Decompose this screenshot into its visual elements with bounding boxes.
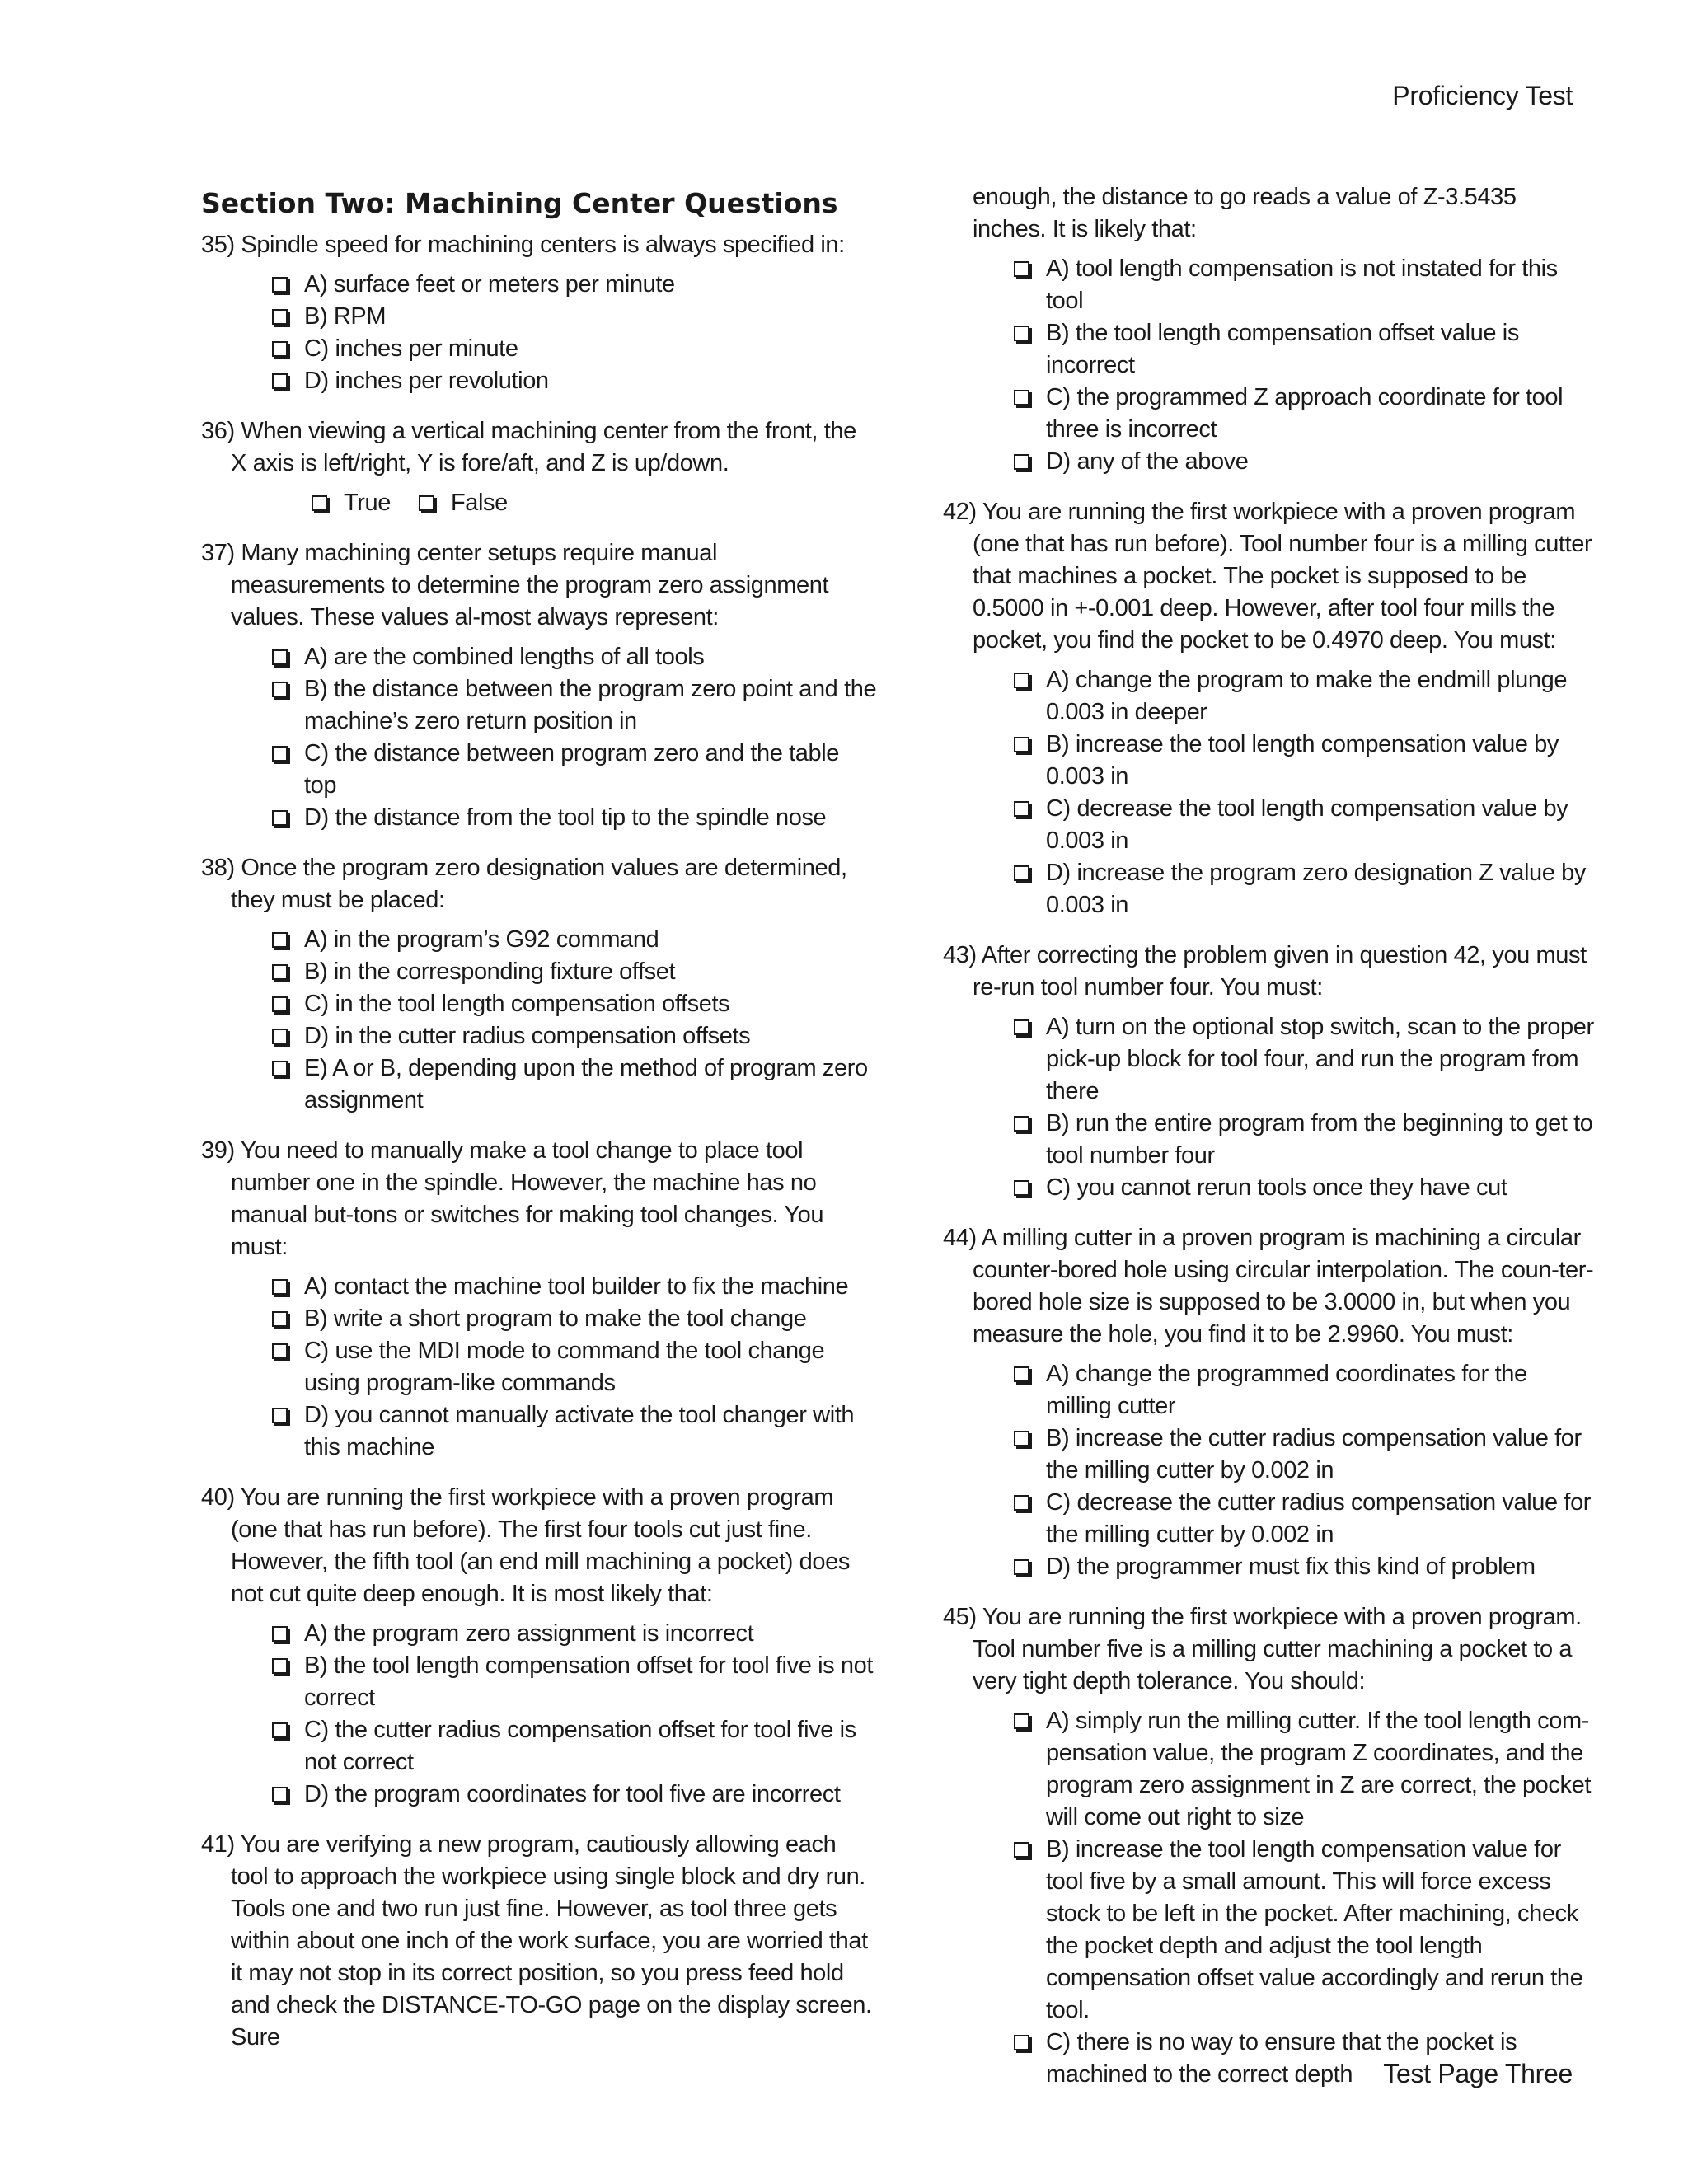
option-label: D) the program coordinates for tool five are incorrect <box>304 1781 841 1807</box>
checkbox-icon[interactable] <box>1014 454 1029 470</box>
question-42 <box>943 496 1594 921</box>
checkbox-icon[interactable] <box>272 996 288 1012</box>
answer-option[interactable] <box>272 1399 877 1464</box>
checkbox-icon[interactable] <box>272 1343 288 1359</box>
answer-option[interactable] <box>272 738 877 802</box>
answer-options <box>943 1358 1594 1583</box>
checkbox-icon[interactable] <box>272 373 288 389</box>
checkbox-icon[interactable] <box>1014 390 1029 405</box>
checkbox-icon[interactable] <box>272 341 288 357</box>
option-label: B) run the entire program from the beginning to get to tool number four <box>1046 1110 1593 1169</box>
question-text: 40) You are running the first workpiece with a proven program (one that has run before). The first four tools cut just fine. However, the fifth tool (an end mill machining a pocket) does not cut quite deep enough. It is most likely that: <box>201 1484 850 1607</box>
answer-options <box>201 1271 877 1464</box>
checkbox-icon[interactable] <box>1014 737 1029 752</box>
checkbox-icon[interactable] <box>1014 326 1029 341</box>
answer-options <box>201 269 877 397</box>
answer-option[interactable] <box>272 1618 877 1650</box>
answer-option[interactable] <box>272 956 877 988</box>
option-label: B) RPM <box>304 303 387 330</box>
answer-option[interactable] <box>1014 793 1594 857</box>
option-label: C) you cannot rerun tools once they have cut <box>1046 1174 1507 1201</box>
answer-option[interactable] <box>1014 253 1594 317</box>
answer-options <box>201 924 877 1117</box>
answer-option[interactable] <box>272 1052 877 1117</box>
option-label: B) the tool length compensation offset for tool five is not correct <box>304 1652 874 1711</box>
checkbox-icon[interactable] <box>1014 261 1029 277</box>
answer-options <box>312 487 877 519</box>
option-label: C) inches per minute <box>304 335 518 362</box>
option-label: C) there is no way to ensure that the pocket is machined to the correct depth <box>1046 2029 1517 2088</box>
question-39 <box>201 1135 877 1464</box>
option-label: C) the programmed Z approach coordinate for tool three is incorrect <box>1046 384 1564 443</box>
answer-option[interactable] <box>1014 857 1594 921</box>
checkbox-icon[interactable] <box>272 1722 288 1738</box>
option-label: C) decrease the tool length compensation value by 0.003 in <box>1046 795 1568 854</box>
option-label: C) the cutter radius compensation offset for tool five is not correct <box>304 1717 856 1775</box>
option-label: A) change the programmed coordinates for the milling cutter <box>1046 1361 1527 1419</box>
question-41 <box>201 1829 877 2054</box>
question-text: 36) When viewing a vertical machining center from the front, the X axis is left/right, Y is fore/aft, and Z is up/down. <box>201 418 856 476</box>
option-label: D) you cannot manually activate the tool changer with this machine <box>304 1402 855 1460</box>
checkbox-icon[interactable] <box>272 1279 288 1295</box>
checkbox-icon[interactable] <box>1014 2035 1029 2050</box>
right-column <box>943 181 1594 2109</box>
checkbox-icon[interactable] <box>1014 1116 1029 1132</box>
question-44 <box>943 1222 1594 1583</box>
answer-option[interactable] <box>272 1020 877 1052</box>
answer-option[interactable] <box>272 641 877 673</box>
answer-option[interactable] <box>1014 317 1594 382</box>
question-35 <box>201 229 877 397</box>
answer-option-false[interactable] <box>419 487 508 519</box>
checkbox-icon[interactable] <box>1014 1366 1029 1382</box>
answer-option[interactable] <box>272 802 877 834</box>
answer-option[interactable] <box>272 988 877 1020</box>
checkbox-icon[interactable] <box>1014 1180 1029 1196</box>
checkbox-icon[interactable] <box>272 1658 288 1674</box>
checkbox-icon[interactable] <box>272 746 288 762</box>
answer-option[interactable] <box>272 301 877 333</box>
answer-option[interactable] <box>272 333 877 365</box>
answer-option[interactable] <box>272 1335 877 1399</box>
answer-option-true[interactable] <box>312 487 391 519</box>
option-label: D) inches per revolution <box>304 368 549 394</box>
checkbox-icon[interactable] <box>1014 865 1029 881</box>
option-label: C) decrease the cutter radius compensation value for the milling cutter by 0.002 in <box>1046 1489 1592 1548</box>
left-column <box>201 181 877 2072</box>
question-text: 43) After correcting the problem given in question 42, you must re-run tool number four. You must: <box>943 942 1587 1001</box>
option-label: B) increase the tool length compensation value by 0.003 in <box>1046 731 1559 790</box>
checkbox-icon[interactable] <box>272 1029 288 1044</box>
question-text: 45) You are running the first workpiece with a proven program. Tool number five is a milling cutter machining a pocket to a very tight depth tolerance. You should: <box>943 1604 1582 1694</box>
checkbox-icon[interactable] <box>272 1311 288 1327</box>
option-label: D) any of the above <box>1046 448 1249 475</box>
option-label: False <box>450 490 508 516</box>
checkbox-icon[interactable] <box>1014 1559 1029 1575</box>
answer-option[interactable] <box>1014 1358 1594 1422</box>
section-title: Section Two: Machining Center Questions <box>201 187 838 219</box>
answer-option[interactable] <box>272 924 877 956</box>
option-label: A) the program zero assignment is incorrect <box>304 1620 754 1647</box>
checkbox-icon[interactable] <box>1014 1495 1029 1511</box>
answer-option[interactable] <box>1014 729 1594 793</box>
checkbox-icon[interactable] <box>272 1626 288 1642</box>
option-label: B) in the corresponding fixture offset <box>304 958 676 985</box>
question-37 <box>201 537 877 834</box>
option-label: A) change the program to make the endmill plunge 0.003 in deeper <box>1046 667 1568 725</box>
question-41-continued <box>943 181 1594 478</box>
option-label: B) increase the cutter radius compensation value for the milling cutter by 0.002 in <box>1046 1425 1582 1483</box>
option-label: A) are the combined lengths of all tools <box>304 644 705 670</box>
checkbox-icon[interactable] <box>1014 1842 1029 1858</box>
option-label: B) the tool length compensation offset value is incorrect <box>1046 320 1519 378</box>
option-label: C) use the MDI mode to command the tool change using program-like commands <box>304 1338 825 1396</box>
checkbox-icon[interactable] <box>272 1408 288 1423</box>
answer-option[interactable] <box>272 365 877 397</box>
answer-option[interactable] <box>272 1650 877 1714</box>
answer-option[interactable] <box>272 1714 877 1779</box>
answer-options <box>201 1618 877 1811</box>
question-text: 41) You are verifying a new program, cautiously allowing each tool to approach the workpiece using single block and dry run. Tools one and two run just fine. However, as tool three gets within about one inch of the work surface, you are worried that it may not stop in its correct position, so you press feed hold and check the DISTANCE-TO-GO page on the display screen. Sure <box>201 1831 872 2050</box>
option-label: A) turn on the optional stop switch, scan to the proper pick-up block for tool four, and run the program from there <box>1046 1014 1594 1104</box>
option-label: B) the distance between the program zero point and the machine’s zero return position in <box>304 676 877 734</box>
option-label: A) simply run the milling cutter. If the tool length com-pensation value, the program Z coordinates, and the program zero assignment in Z are correct, the pocket will come out right to size <box>1046 1708 1591 1830</box>
checkbox-icon[interactable] <box>1014 673 1029 688</box>
answer-options <box>943 253 1594 478</box>
answer-options <box>943 664 1594 921</box>
answer-option[interactable] <box>1014 1487 1594 1551</box>
checkbox-icon[interactable] <box>272 1061 288 1076</box>
checkbox-icon[interactable] <box>312 495 327 511</box>
option-label: E) A or B, depending upon the method of program zero assignment <box>304 1055 868 1113</box>
question-36 <box>201 415 877 519</box>
answer-options <box>943 1011 1594 1204</box>
question-text: 38) Once the program zero designation values are determined, they must be placed: <box>201 855 847 913</box>
option-label: A) surface feet or meters per minute <box>304 271 675 298</box>
question-text: 37) Many machining center setups require manual measurements to determine the program zero assignment values. These values al-most always represent: <box>201 540 829 630</box>
answer-option[interactable] <box>1014 382 1594 446</box>
question-text: 42) You are running the first workpiece with a proven program (one that has run before). Tool number four is a milling cutter that machines a pocket. The pocket is supposed to be 0.5000 in +-0.001 deep. However, after tool four mills the pocket, you find the pocket to be 0.4970 deep. You must: <box>943 499 1592 654</box>
answer-option[interactable] <box>272 1779 877 1811</box>
option-label: A) in the program’s G92 command <box>304 926 659 953</box>
checkbox-icon[interactable] <box>272 682 288 697</box>
option-label: A) contact the machine tool builder to fix the machine <box>304 1273 849 1300</box>
answer-option[interactable] <box>1014 1172 1594 1204</box>
option-label: D) increase the program zero designation Z value by 0.003 in <box>1046 860 1586 918</box>
question-text-continued: enough, the distance to go reads a value of Z-3.5435 inches. It is likely that: <box>973 184 1517 242</box>
option-label: C) the distance between program zero and the table top <box>304 740 840 799</box>
option-label: D) the programmer must fix this kind of problem <box>1046 1554 1536 1580</box>
answer-options <box>943 1705 1594 2091</box>
question-43 <box>943 940 1594 1204</box>
answer-option[interactable] <box>1014 1834 1594 2027</box>
question-40 <box>201 1482 877 1811</box>
checkbox-icon[interactable] <box>272 649 288 665</box>
option-label: A) tool length compensation is not instated for this tool <box>1046 255 1558 314</box>
option-label: D) the distance from the tool tip to the spindle nose <box>304 804 827 831</box>
answer-option[interactable] <box>1014 1551 1594 1583</box>
answer-option[interactable] <box>1014 1011 1594 1108</box>
question-45 <box>943 1601 1594 2091</box>
checkbox-icon[interactable] <box>1014 1713 1029 1729</box>
question-text: 44) A milling cutter in a proven program is machining a circular counter-bored hole using circular interpolation. The coun-ter-bored hole size is supposed to be 3.0000 in, but when you measure the hole, you find it to be 2.9960. You must: <box>943 1225 1594 1347</box>
answer-option[interactable] <box>272 269 877 301</box>
answer-option[interactable] <box>272 1271 877 1303</box>
question-text: 35) Spindle speed for machining centers is always specified in: <box>201 232 845 258</box>
answer-option[interactable] <box>1014 1422 1594 1487</box>
checkbox-icon[interactable] <box>272 1787 288 1802</box>
question-38 <box>201 852 877 1117</box>
answer-option[interactable] <box>272 1303 877 1335</box>
option-label: D) in the cutter radius compensation offsets <box>304 1023 751 1049</box>
option-label: C) in the tool length compensation offsets <box>304 991 730 1017</box>
page-footer: Test Page Three <box>1383 2059 1573 2088</box>
checkbox-icon[interactable] <box>1014 801 1029 817</box>
checkbox-icon[interactable] <box>1014 1431 1029 1446</box>
question-text: 39) You need to manually make a tool change to place tool number one in the spindle. However, the machine has no manual but-tons or switches for making tool changes. You must: <box>201 1137 824 1260</box>
option-label: B) write a short program to make the tool change <box>304 1305 807 1332</box>
option-label: True <box>344 490 391 516</box>
checkbox-icon[interactable] <box>419 495 434 511</box>
answer-option[interactable] <box>272 673 877 738</box>
answer-options <box>201 641 877 834</box>
page-header: Proficiency Test <box>1392 81 1573 110</box>
checkbox-icon[interactable] <box>272 810 288 826</box>
option-label: B) increase the tool length compensation value for tool five by a small amount. This will force excess stock to be left in the pocket. After machining, check the pocket depth and adjust the tool length compensation offset value accordingly and rerun the tool. <box>1046 1836 1583 2023</box>
checkbox-icon[interactable] <box>272 964 288 980</box>
checkbox-icon[interactable] <box>272 932 288 948</box>
answer-option[interactable] <box>1014 664 1594 729</box>
answer-option[interactable] <box>1014 1108 1594 1172</box>
checkbox-icon[interactable] <box>1014 1019 1029 1035</box>
answer-option[interactable] <box>1014 1705 1594 1834</box>
checkbox-icon[interactable] <box>272 309 288 325</box>
answer-option[interactable] <box>1014 446 1594 478</box>
checkbox-icon[interactable] <box>272 277 288 293</box>
